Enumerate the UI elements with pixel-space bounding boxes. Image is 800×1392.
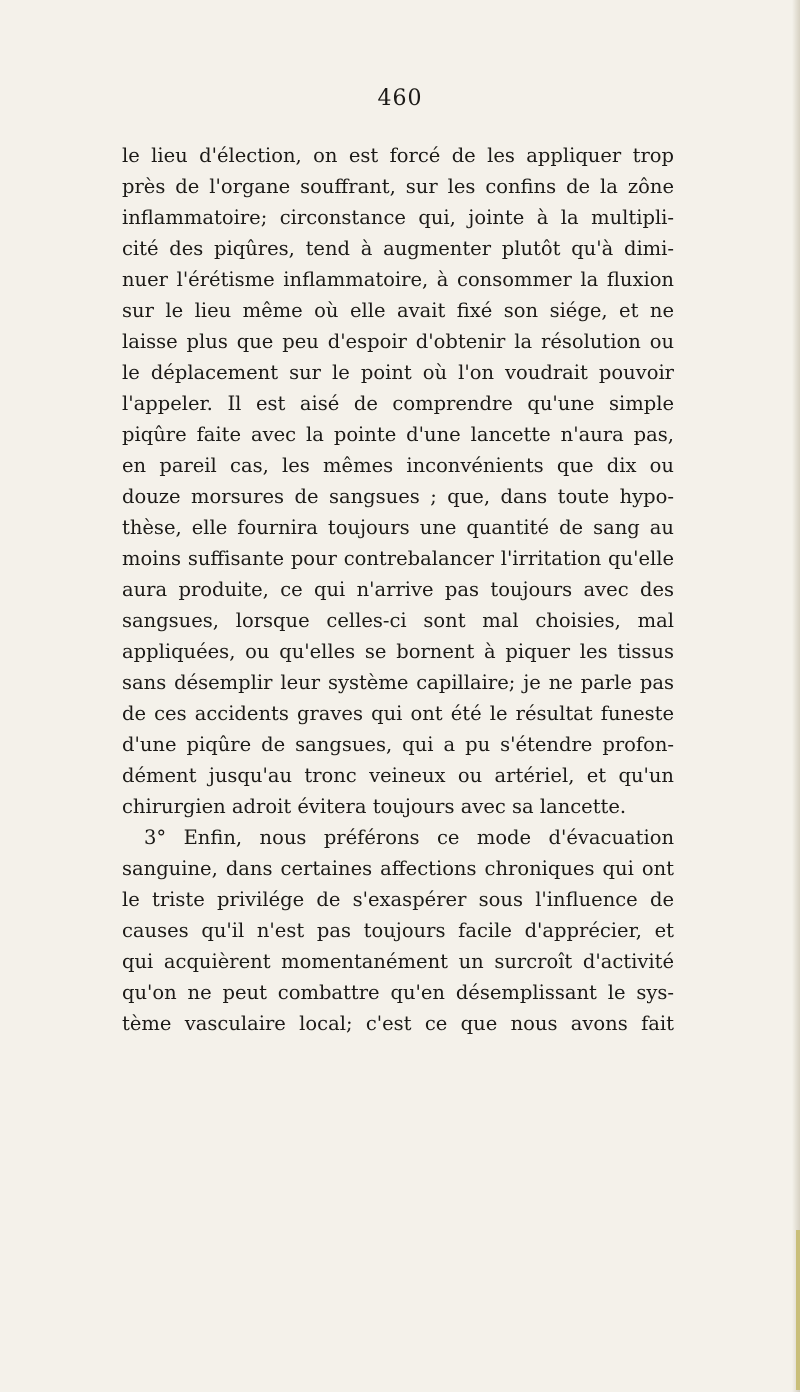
page-number: 460 xyxy=(377,86,423,111)
text-line: sanguine, dans certaines affections chroniques qui ont xyxy=(122,857,674,880)
text-line: piqûre faite avec la pointe d'une lancette n'aura pas, xyxy=(122,423,674,446)
text-line: l'appeler. Il est aisé de comprendre qu'une simple xyxy=(122,392,674,415)
text-line: 3° Enfin, nous préférons ce mode d'évacuation xyxy=(144,826,674,849)
page-edge-shadow xyxy=(792,0,800,1392)
text-line: en pareil cas, les mêmes inconvénients que dix ou xyxy=(122,454,674,477)
text-line: aura produite, ce qui n'arrive pas toujours avec des xyxy=(122,578,674,601)
text-line: nuer l'érétisme inflammatoire, à consommer la fluxion xyxy=(122,268,674,291)
text-line: cité des piqûres, tend à augmenter plutôt qu'à dimi- xyxy=(122,237,674,260)
text-line: thèse, elle fournira toujours une quantité de sang au xyxy=(122,516,674,539)
text-line: appliquées, ou qu'elles se bornent à piquer les tissus xyxy=(122,640,674,663)
text-line: sangsues, lorsque celles-ci sont mal choisies, mal xyxy=(122,609,674,632)
text-line: moins suffisante pour contrebalancer l'irritation qu'elle xyxy=(122,547,674,570)
text-line: sans désemplir leur système capillaire; je ne parle pas xyxy=(122,671,674,694)
text-line: le triste privilége de s'exaspérer sous l'influence de xyxy=(122,888,674,911)
body-text xyxy=(122,140,674,1039)
text-line: sur le lieu même où elle avait fixé son siége, et ne xyxy=(122,299,674,322)
page-edge-mark xyxy=(796,1230,800,1390)
text-line: dément jusqu'au tronc veineux ou artériel, et qu'un xyxy=(122,764,674,787)
text-line: inflammatoire; circonstance qui, jointe à la multipli- xyxy=(122,206,674,229)
text-line: qu'on ne peut combattre qu'en désemplissant le sys- xyxy=(122,981,674,1004)
text-line: laisse plus que peu d'espoir d'obtenir la résolution ou xyxy=(122,330,674,353)
text-line: chirurgien adroit évitera toujours avec sa lancette. xyxy=(122,795,627,818)
text-line: de ces accidents graves qui ont été le résultat funeste xyxy=(122,702,674,725)
text-line: près de l'organe souffrant, sur les confins de la zône xyxy=(122,175,674,198)
text-line: le lieu d'élection, on est forcé de les appliquer trop xyxy=(122,144,674,167)
text-line: le déplacement sur le point où l'on voudrait pouvoir xyxy=(122,361,674,384)
text-line: qui acquièrent momentanément un surcroît d'activité xyxy=(122,950,674,973)
text-line: tème vasculaire local; c'est ce que nous avons fait xyxy=(122,1012,674,1035)
text-line: douze morsures de sangsues ; que, dans toute hypo- xyxy=(122,485,674,508)
text-line: causes qu'il n'est pas toujours facile d'apprécier, et xyxy=(122,919,674,942)
text-line: d'une piqûre de sangsues, qui a pu s'étendre profon- xyxy=(122,733,674,756)
